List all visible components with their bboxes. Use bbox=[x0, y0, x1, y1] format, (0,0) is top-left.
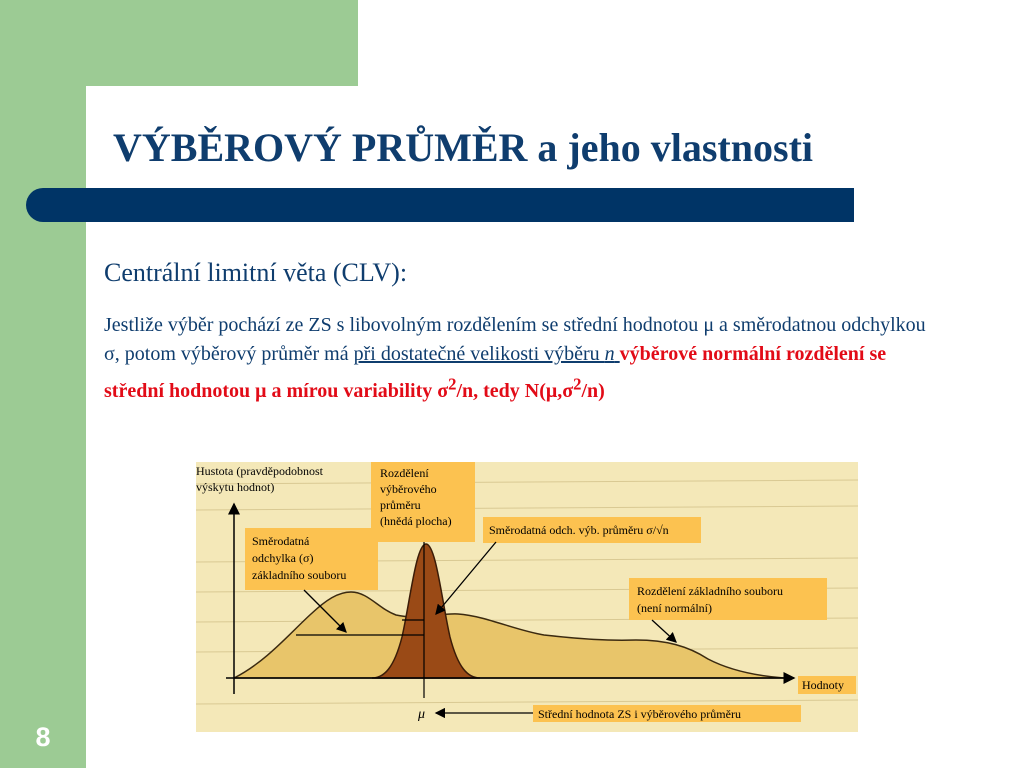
mu-symbol: μ bbox=[703, 314, 715, 336]
x-axis-label-text: Hodnoty bbox=[802, 678, 844, 692]
callout-line: (hnědá plocha) bbox=[380, 514, 452, 528]
sigma-symbol: σ bbox=[104, 343, 115, 365]
callout-line: základního souboru bbox=[252, 568, 347, 582]
red-text: a mírou variability bbox=[266, 379, 438, 402]
red-superscript: 2 bbox=[573, 374, 582, 393]
red-text: /n, tedy N( bbox=[456, 379, 546, 402]
mu-label: μ bbox=[418, 707, 426, 722]
slide-title: VÝBĚROVÝ PRŮMĚR a jeho vlastnosti bbox=[113, 125, 813, 170]
x-axis-label bbox=[798, 676, 856, 694]
callout-line: odchylka (σ) bbox=[252, 551, 314, 565]
red-sigma: σ bbox=[437, 379, 449, 402]
red-text: výběrové normální rozdělení se střední hodnotou bbox=[104, 343, 887, 402]
y-axis-label-line: výskytu hodnot) bbox=[196, 480, 275, 494]
red-superscript: 2 bbox=[448, 374, 457, 393]
callout-line: Rozdělení základního souboru bbox=[637, 584, 783, 598]
n-symbol: n bbox=[604, 343, 615, 365]
section-subtitle: Centrální limitní věta (CLV): bbox=[104, 258, 408, 287]
callout-line: Rozdělení bbox=[380, 466, 429, 480]
para-text: Jestliže výběr pochází ze ZS s libovolným rozdělením se střední hodnotou bbox=[104, 314, 704, 336]
clt-paragraph bbox=[104, 311, 944, 406]
underlined-text bbox=[354, 343, 620, 365]
callout-line: výběrového bbox=[380, 482, 437, 496]
red-text: , bbox=[557, 379, 563, 402]
clt-diagram bbox=[196, 462, 858, 732]
callout-line: průměru bbox=[380, 498, 421, 512]
para-text: , potom výběrový průměr má bbox=[114, 343, 354, 365]
underlined-phrase: při dostatečné velikosti výběru bbox=[353, 343, 605, 365]
y-axis-label-line: Hustota (pravděpodobnost bbox=[196, 464, 323, 478]
sample-dist-callout bbox=[371, 462, 475, 542]
callout-line: Střední hodnota ZS i výběrového průměru bbox=[538, 707, 741, 721]
title-underline-bar bbox=[26, 188, 854, 222]
red-mu: μ bbox=[545, 379, 558, 402]
clt-figure bbox=[196, 462, 858, 732]
callout-line: Směrodatná odch. výb. průměru σ/√n bbox=[489, 523, 669, 537]
red-sigma: σ bbox=[562, 379, 574, 402]
slide-number: 8 bbox=[35, 722, 51, 752]
red-mu: μ bbox=[255, 379, 267, 402]
red-text: /n) bbox=[581, 379, 605, 402]
green-side-band bbox=[0, 0, 86, 768]
callout-line: Směrodatná bbox=[252, 534, 310, 548]
para-text: a směrodatnou odchylkou bbox=[714, 314, 926, 336]
callout-line: (není normální) bbox=[637, 601, 712, 615]
